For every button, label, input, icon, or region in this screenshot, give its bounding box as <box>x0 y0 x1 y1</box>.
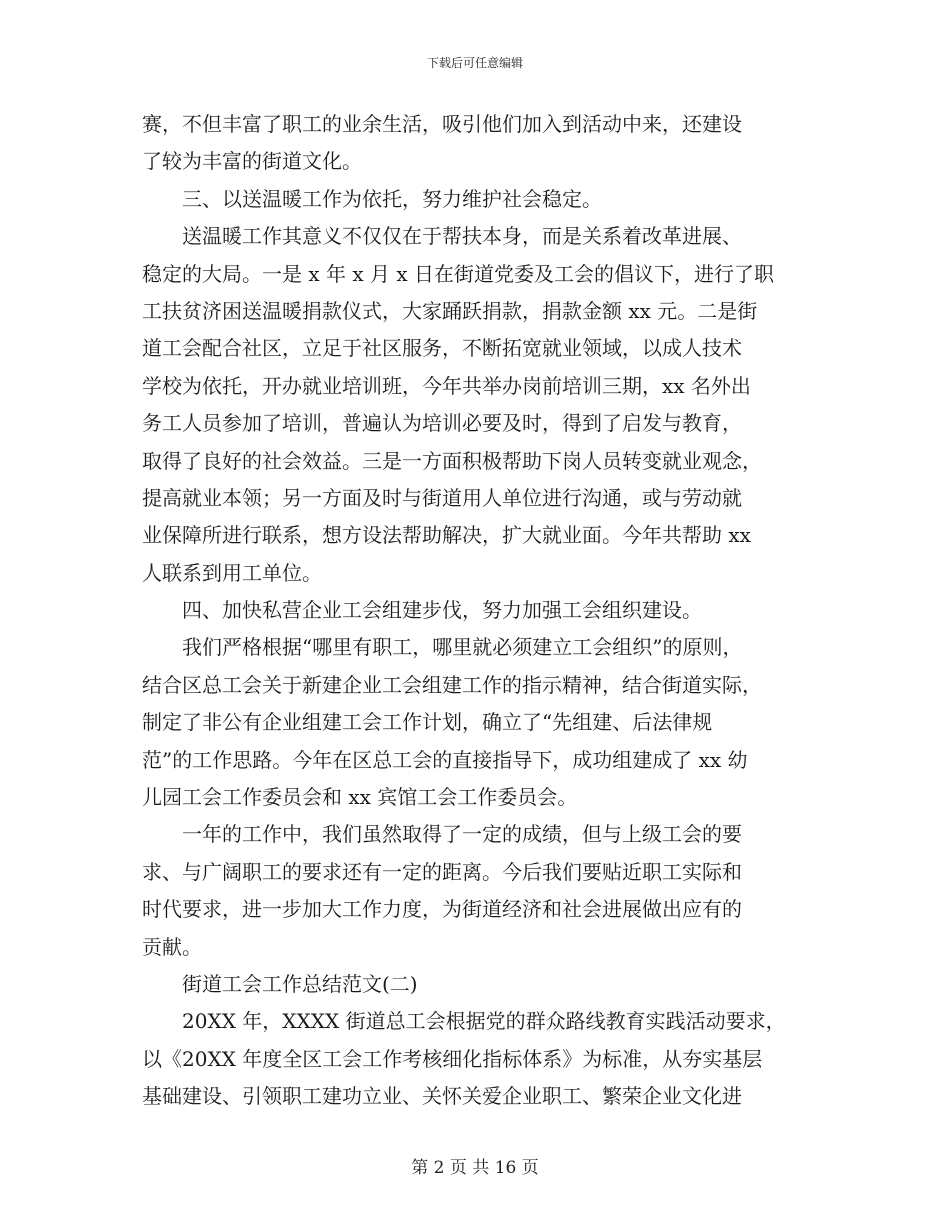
text-line: 学校为依托，开办就业培训班，今年共举办岗前培训三期，xx 名外出 <box>142 373 751 398</box>
text-line: 贡献。 <box>142 934 202 959</box>
text-line: 我们严格根据“哪里有职工，哪里就必须建立工会组织”的原则， <box>182 635 743 660</box>
text-line: 制定了非公有企业组建工会工作计划，确立了“先组建、后法律规 <box>142 710 713 735</box>
text-line: 以《20XX 年度全区工会工作考核细化指标体系》为标准，从夯实基层 <box>142 1046 763 1071</box>
page-footer: 第 2 页 共 16 页 <box>411 1158 539 1178</box>
text-line: 范”的工作思路。今年在区总工会的直接指导下，成功组建成了 xx 幼 <box>142 747 748 772</box>
text-line: 工扶贫济困送温暖捐款仪式，大家踊跃捐款，捐款金额 xx 元。二是街 <box>142 298 758 323</box>
text-line: 求、与广阔职工的要求还有一定的距离。今后我们要贴近职工实际和 <box>142 859 742 884</box>
text-line: 赛，不但丰富了职工的业余生活，吸引他们加入到活动中来，还建设 <box>142 112 742 136</box>
text-line: 儿园工会工作委员会和 xx 宾馆工会工作委员会。 <box>142 785 578 810</box>
text-line: 道工会配合社区，立足于社区服务，不断拓宽就业领域，以成人技术 <box>142 336 742 361</box>
text-line: 提高就业本领；另一方面及时与街道用人单位进行沟通，或与劳动就 <box>142 485 742 510</box>
text-line: 三、以送温暖工作为依托，努力维护社会稳定。 <box>182 186 602 211</box>
text-line: 街道工会工作总结范文(二) <box>182 971 418 996</box>
text-line: 20XX 年，XXXX 街道总工会根据党的群众路线教育实践活动要求， <box>182 1009 786 1034</box>
text-line: 基础建设、引领职工建功立业、关怀关爱企业职工、繁荣企业文化进 <box>142 1084 742 1109</box>
text-line: 人联系到用工单位。 <box>142 560 322 585</box>
text-line: 结合区总工会关于新建企业工会组建工作的指示精神，结合街道实际， <box>142 672 762 697</box>
text-line: 送温暖工作其意义不仅仅在于帮扶本身，而是关系着改革进展、 <box>182 224 742 249</box>
page-header: 下载后可任意编辑 <box>426 56 523 70</box>
text-line: 业保障所进行联系，想方设法帮助解决，扩大就业面。今年共帮助 xx <box>142 523 751 548</box>
text-line: 了较为丰富的街道文化。 <box>142 149 362 174</box>
text-line: 取得了良好的社会效益。三是一方面积极帮助下岗人员转变就业观念， <box>142 448 762 473</box>
document-body <box>142 106 810 1116</box>
text-line: 四、加快私营企业工会组建步伐，努力加强工会组织建设。 <box>182 598 702 623</box>
text-line: 一年的工作中，我们虽然取得了一定的成绩，但与上级工会的要 <box>182 822 742 847</box>
text-line: 时代要求，进一步加大工作力度，为街道经济和社会进展做出应有的 <box>142 897 742 922</box>
text-line: 稳定的大局。一是 x 年 x 月 x 日在街道党委及工会的倡议下，进行了职 <box>142 261 774 286</box>
text-line: 务工人员参加了培训，普遍认为培训必要及时，得到了启发与教育， <box>142 411 742 436</box>
